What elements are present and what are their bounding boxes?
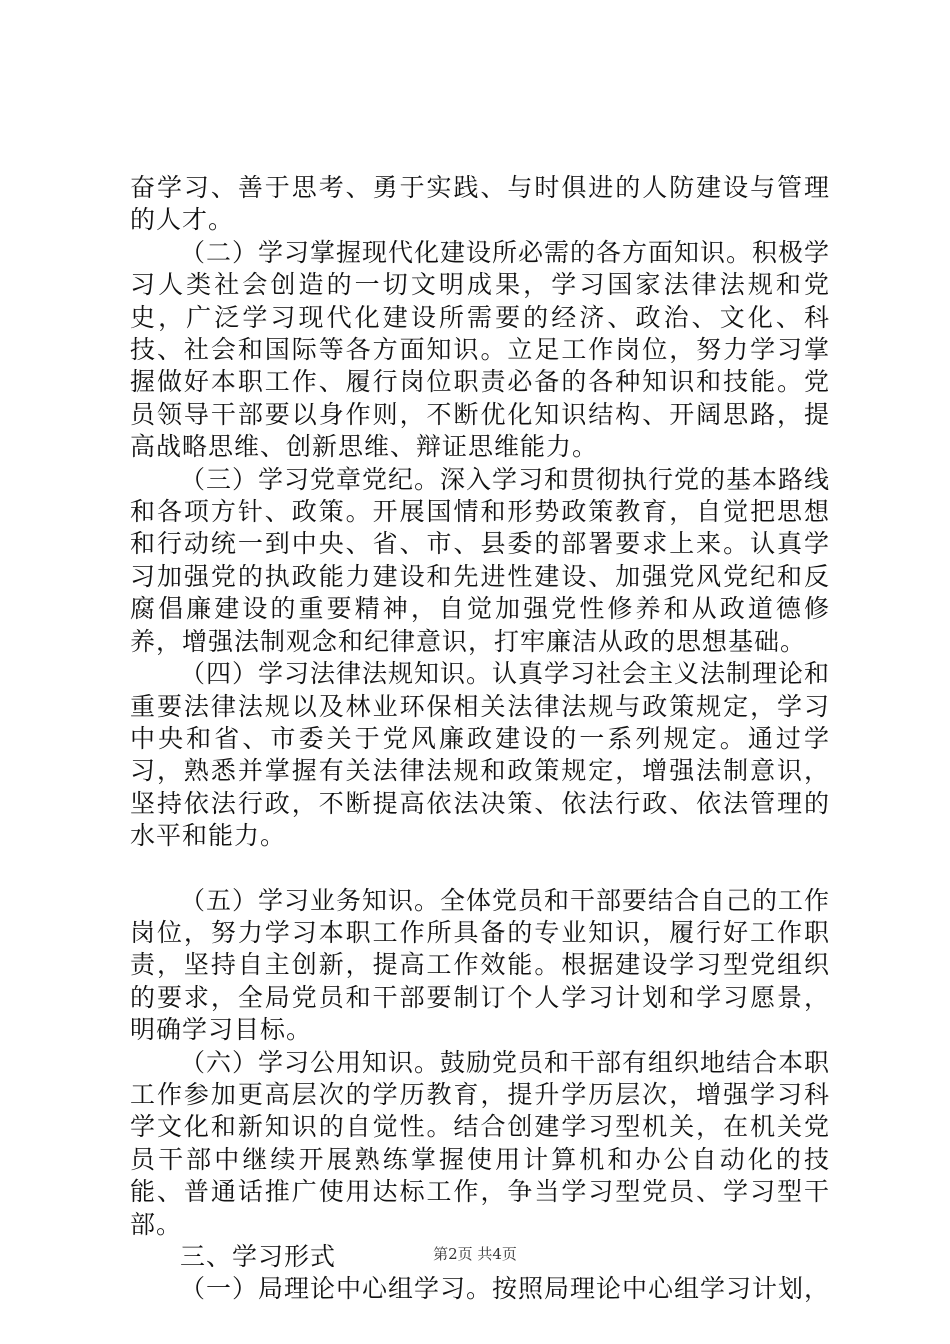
paragraph-form-1: （一）局理论中心组学习。按照局理论中心组学习计划， bbox=[180, 1274, 831, 1304]
paragraph-section-2: （二）学习掌握现代化建设所必需的各方面知识。积极学习人类社会创造的一切文明成果，学习国家法律法规和党史，广泛学习现代化建设所需要的经济、政治、文化、科技、社会和国际等各方面知识。立足工作岗位，努力学习掌握做好本职工作、履行岗位职责必备的各种知识和技能。党员领导干部要以身作则，不断优化知识结构、开阔思路，提高战略思维、创新思维、辩证思维能力。 bbox=[130, 237, 831, 462]
paragraph-section-4: （四）学习法律法规知识。认真学习社会主义法制理论和重要法律法规以及林业环保相关法律法规与政策规定，学习中央和省、市委关于党风廉政建设的一系列规定。通过学习，熟悉并掌握有关法律法规和政策规定，增强法制意识，坚持依法行政，不断提高依法决策、依法行政、依法管理的水平和能力。 bbox=[130, 659, 831, 851]
paragraph-section-5: （五）学习业务知识。全体党员和干部要结合自己的工作岗位，努力学习本职工作所具备的专业知识，履行好工作职责，坚持自主创新，提高工作效能。根据建设学习型党组织的要求，全局党员和干部要制订个人学习计划和学习愿景，明确学习目标。 bbox=[130, 885, 831, 1045]
section-heading-study-forms: 三、学习形式 bbox=[180, 1242, 337, 1271]
paragraph-section-3: （三）学习党章党纪。深入学习和贯彻执行党的基本路线和各项方针、政策。开展国情和形势政策教育，自觉把思想和行动统一到中央、省、市、县委的部署要求上来。认真学习加强党的执政能力建设和先进性建设、加强党风党纪和反腐倡廉建设的重要精神，自觉加强党性修养和从政道德修养，增强法制观念和纪律意识，打牢廉洁从政的思想基础。 bbox=[130, 464, 831, 656]
paragraph-continuation: 奋学习、善于思考、勇于实践、与时俱进的人防建设与管理的人才。 bbox=[130, 173, 830, 235]
paragraph-section-6: （六）学习公用知识。鼓励党员和干部有组织地结合本职工作参加更高层次的学历教育，提升学历层次，增强学习科学文化和新知识的自觉性。结合创建学习型机关，在机关党员干部中继续开展熟练掌握使用计算机和办公自动化的技能、普通话推广使用达标工作，争当学习型党员、学习型干部。 bbox=[130, 1047, 831, 1239]
page-number-footer: 第2页 共4页 bbox=[433, 1245, 517, 1263]
document-body bbox=[130, 172, 830, 1306]
